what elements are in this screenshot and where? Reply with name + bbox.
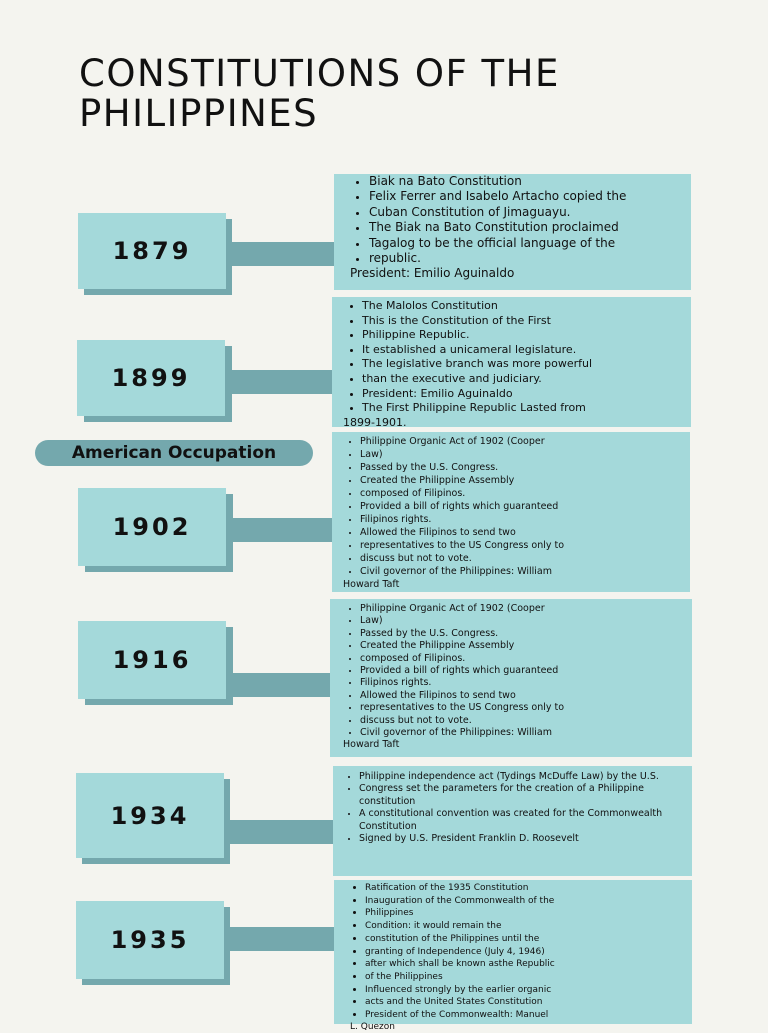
year-box-1879: 1879 [78, 213, 226, 289]
list-item: • Cuban Constitution of Jimaguayu. [369, 205, 685, 220]
list-item: • The legislative branch was more powerful [362, 357, 685, 372]
list-item: • Law) [360, 448, 684, 461]
list-item: • Philippine Republic. [362, 328, 685, 343]
list-item: • discuss but not to vote. [360, 715, 686, 727]
list-item: • Civil governor of the Philippines: William [360, 727, 686, 739]
tail-text-1916: Howard Taft [343, 739, 400, 751]
list-item: • Passed by the U.S. Congress. [360, 461, 684, 474]
list-item: • The Malolos Constitution [362, 299, 685, 314]
info-panel-1935 [334, 880, 692, 1032]
list-item: • Philippines [365, 907, 686, 920]
list-item: • Inauguration of the Commonwealth of the [365, 895, 686, 908]
list-item: • constitution of the Philippines until the [365, 933, 686, 946]
list-item: • Allowed the Filipinos to send two [360, 526, 684, 539]
list-item: • Felix Ferrer and Isabelo Artacho copied the [369, 189, 685, 204]
list-item: • The First Philippine Republic Lasted from [362, 401, 685, 416]
info-panel-1879 [334, 174, 691, 290]
connector-1899 [225, 370, 334, 394]
bullet-list-1934 [343, 771, 672, 845]
connector-1902 [226, 518, 334, 542]
list-item: • Created the Philippine Assembly [360, 640, 686, 652]
list-item: • The Biak na Bato Constitution proclaimed [369, 220, 685, 235]
bullet-list-1916 [343, 603, 686, 739]
list-item: • Law) [360, 615, 686, 627]
list-item: • Condition: it would remain the [365, 920, 686, 933]
list-item: • than the executive and judiciary. [362, 372, 685, 387]
list-item: • Allowed the Filipinos to send two [360, 690, 686, 702]
list-item: • republic. [369, 251, 685, 266]
list-item: • Philippine independence act (Tydings McDuffe Law) by the U.S. [359, 771, 672, 783]
list-item: • Filipinos rights. [360, 677, 686, 689]
list-item: • discuss but not to vote. [360, 552, 684, 565]
info-panel-1934 [333, 766, 692, 876]
list-item: • Influenced strongly by the earlier organic [365, 984, 686, 997]
year-box-1934: 1934 [76, 773, 224, 858]
list-item: • President: Emilio Aguinaldo [362, 387, 685, 402]
list-item: • representatives to the US Congress only to [360, 702, 686, 714]
list-item: • Provided a bill of rights which guaranteed [360, 500, 684, 513]
year-box-1899: 1899 [77, 340, 225, 416]
list-item: • of the Philippines [365, 971, 686, 984]
list-item: • Tagalog to be the official language of the [369, 236, 685, 251]
bullet-list-1935 [348, 882, 686, 1022]
list-item: • Philippine Organic Act of 1902 (Cooper [360, 435, 684, 448]
list-item: • after which shall be known asthe Republic [365, 958, 686, 971]
list-item: • Ratification of the 1935 Constitution [365, 882, 686, 895]
tail-text-1899: 1899-1901. [343, 415, 407, 429]
list-item: • representatives to the US Congress only to [360, 539, 684, 552]
list-item: • composed of Filipinos. [360, 487, 684, 500]
bullet-list-1899 [343, 299, 685, 416]
tail-text-1879: President: Emilio Aguinaldo [350, 266, 515, 281]
tail-text-1935: L. Quezon [350, 1021, 395, 1032]
list-item: • Civil governor of the Philippines: William [360, 565, 684, 578]
list-item: • Biak na Bato Constitution [369, 174, 685, 189]
list-item: • A constitutional convention was created for the Commonwealth Constitution [359, 808, 672, 833]
year-box-1935: 1935 [76, 901, 224, 979]
info-panel-1916 [330, 599, 692, 757]
american-occupation-label: American Occupation [35, 440, 313, 466]
list-item: • composed of Filipinos. [360, 653, 686, 665]
title-line-2: PHILIPPINES [79, 92, 319, 135]
info-panel-1899 [332, 297, 691, 427]
list-item: • Provided a bill of rights which guaranteed [360, 665, 686, 677]
title-line-1: CONSTITUTIONS OF THE [79, 52, 560, 95]
list-item: • granting of Independence (July 4, 1946) [365, 946, 686, 959]
list-item: • This is the Constitution of the First [362, 314, 685, 329]
connector-1916 [226, 673, 332, 697]
list-item: • It established a unicameral legislature. [362, 343, 685, 358]
list-item: • Signed by U.S. President Franklin D. Roosevelt [359, 833, 672, 845]
page-title [79, 54, 560, 134]
tail-text-1902: Howard Taft [343, 579, 400, 590]
info-panel-1902 [332, 432, 690, 592]
connector-1879 [226, 242, 336, 266]
year-box-1916: 1916 [78, 621, 226, 699]
connector-1935 [224, 927, 334, 951]
list-item: • Created the Philippine Assembly [360, 474, 684, 487]
list-item: • acts and the United States Constitution [365, 996, 686, 1009]
list-item: • Passed by the U.S. Congress. [360, 628, 686, 640]
list-item: • Congress set the parameters for the creation of a Philippine constitution [359, 783, 672, 808]
list-item: • Filipinos rights. [360, 513, 684, 526]
list-item: • President of the Commonwealth: Manuel [365, 1009, 686, 1022]
connector-1934 [224, 820, 333, 844]
year-box-1902: 1902 [78, 488, 226, 566]
bullet-list-1879 [343, 174, 685, 266]
list-item: • Philippine Organic Act of 1902 (Cooper [360, 603, 686, 615]
bullet-list-1902 [343, 435, 684, 578]
